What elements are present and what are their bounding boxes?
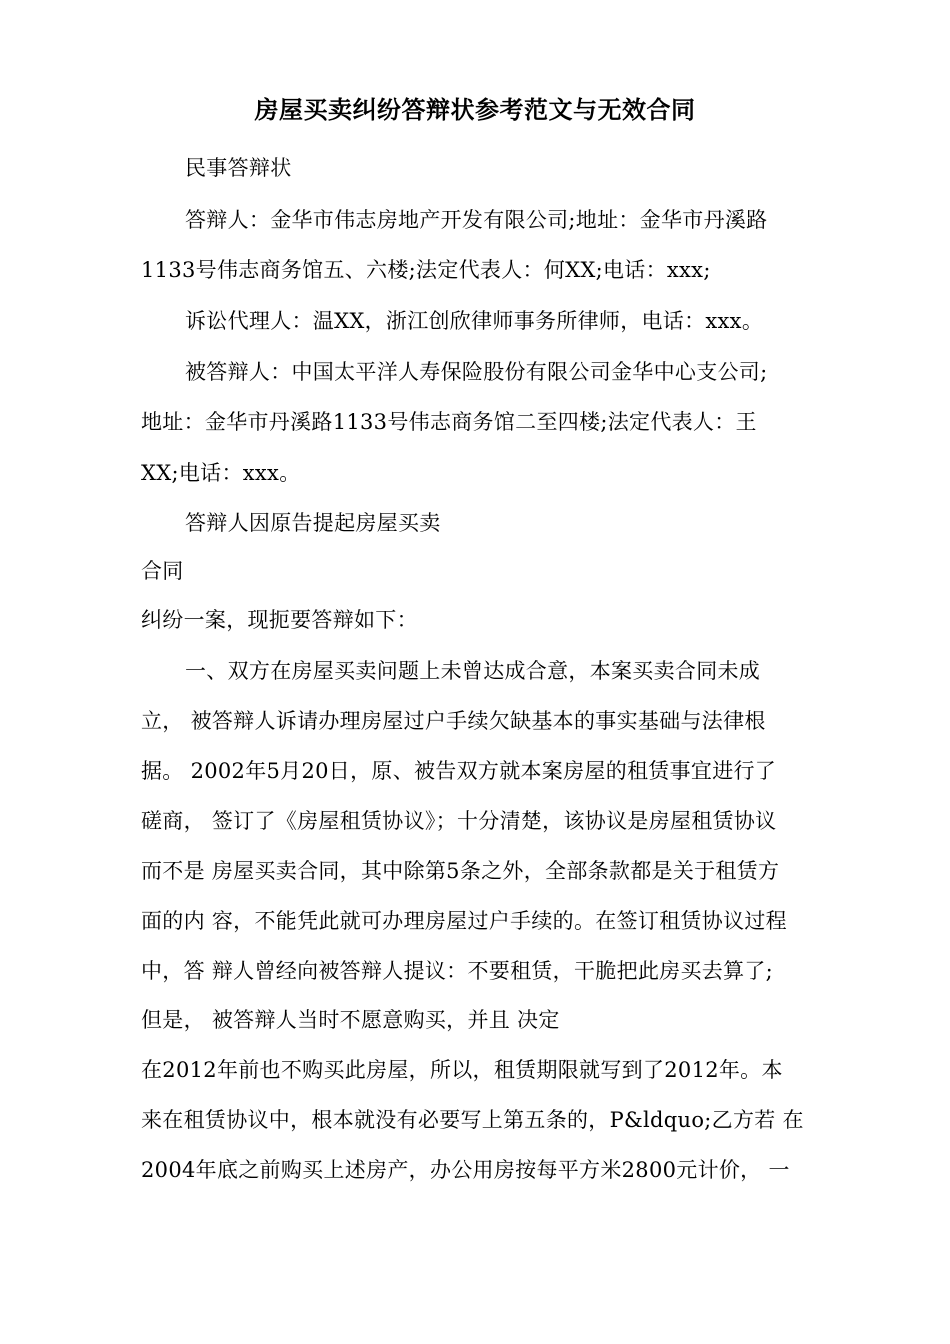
document-title: 房屋买卖纠纷答辩状参考范文与无效合同 xyxy=(254,95,696,124)
text-line-body: 磋商， 签订了《房屋租赁协议》；十分清楚，该协议是房屋租赁协议 xyxy=(141,809,777,833)
text-line-body: 据。 2002年5月20日，原、被告双方就本案房屋的租赁事宜进行了 xyxy=(141,759,777,783)
text-line-body: 立， 被答辩人诉请办理房屋过户手续欠缺基本的事实基础与法律根 xyxy=(141,709,766,733)
text-line-body: 而不是 房屋买卖合同，其中除第5条之外，全部条款都是关于租赁方 xyxy=(141,859,780,883)
text-line-section-heading: 民事答辩状 xyxy=(185,156,292,180)
text-line-body: 一、双方在房屋买卖问题上未曾达成合意，本案买卖合同未成 xyxy=(185,659,761,683)
text-line-intro: 答辩人因原告提起房屋买卖 xyxy=(185,511,441,535)
text-line-defendant-cont: 地址：金华市丹溪路1133号伟志商务馆二至四楼;法定代表人：王 xyxy=(141,410,757,434)
text-line-defendant-cont: XX;电话：xxx。 xyxy=(141,461,301,485)
text-line-body: 面的内 容，不能凭此就可办理房屋过户手续的。在签订租赁协议过程 xyxy=(141,909,787,933)
text-line-body: 2004年底之前购买上述房产，办公用房按每平方米2800元计价， 一 xyxy=(141,1158,790,1182)
text-line-body: 来在租赁协议中，根本就没有必要写上第五条的，P&ldquo;乙方若 在 xyxy=(141,1108,804,1132)
text-line-intro-cont: 合同 xyxy=(141,559,184,583)
text-line-body: 在2012年前也不购买此房屋，所以，租赁期限就写到了2012年。本 xyxy=(141,1058,783,1082)
text-line-defendant: 被答辩人：中国太平洋人寿保险股份有限公司金华中心支公司; xyxy=(185,360,768,384)
text-line-body: 中，答 辩人曾经向被答辩人提议：不要租赁，干脆把此房买去算了; xyxy=(141,959,774,983)
text-line-agent: 诉讼代理人：温XX，浙江创欣律师事务所律师，电话：xxx。 xyxy=(185,309,764,333)
text-line-respondent: 答辩人：金华市伟志房地产开发有限公司;地址：金华市丹溪路 xyxy=(185,208,768,232)
text-line-respondent-cont: 1133号伟志商务馆五、六楼;法定代表人：何XX;电话：xxx; xyxy=(141,258,711,282)
text-line-intro-cont: 纠纷一案，现扼要答辩如下： xyxy=(141,608,418,632)
text-line-body: 但是， 被答辩人当时不愿意购买，并且 决定 xyxy=(141,1008,560,1032)
